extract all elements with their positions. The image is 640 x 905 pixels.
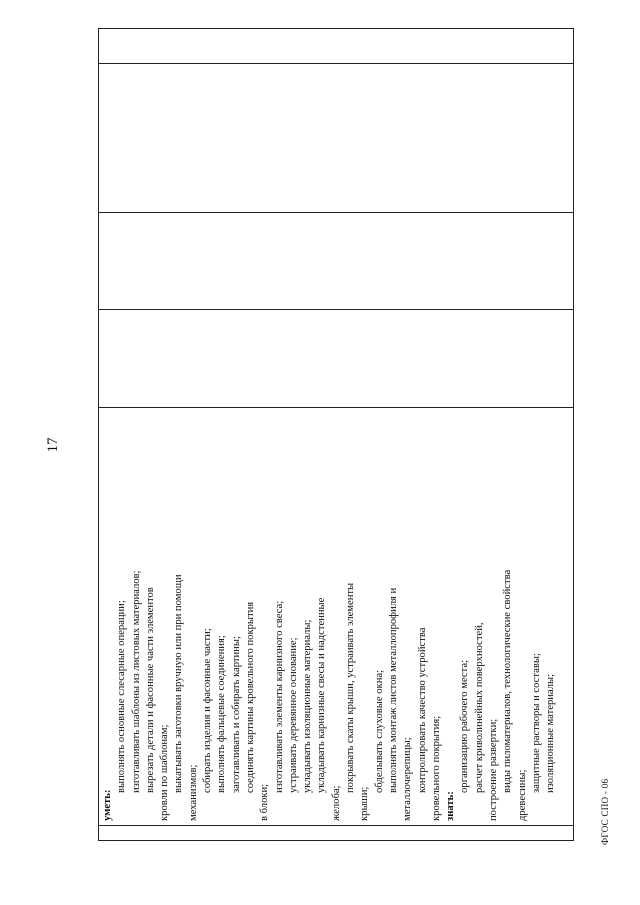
content-line: изоляционные материалы; <box>545 673 557 793</box>
content-line: заготавливать и собирать картины; <box>230 636 242 793</box>
content-line: крыши; <box>359 786 371 821</box>
content-line: изготавливать элементы карнизного свеса; <box>273 600 285 793</box>
table-cell-discipline <box>99 64 574 213</box>
content-line: кровли по шаблонам; <box>159 724 171 821</box>
content-line: в блоки; <box>259 783 271 821</box>
content-line: механизмов; <box>187 764 199 821</box>
content-line: расчет криволинейных поверхностей, <box>473 622 485 793</box>
content-line: устраивать деревянное основание; <box>287 637 299 793</box>
table-cell-competence <box>99 29 574 64</box>
page-number: 17 <box>45 437 61 453</box>
content-line: укладывать карнизные свесы и надстенные <box>316 597 328 793</box>
table-cell-index <box>99 826 574 841</box>
curriculum-table <box>98 28 574 841</box>
content-line: контролировать качество устройства <box>416 627 428 793</box>
footer-code: ФГОС СПО - 06 <box>600 778 610 845</box>
table-cell-hours <box>99 310 574 408</box>
content-line: защитные растворы и составы; <box>530 653 542 793</box>
table-cell-hours-class <box>99 213 574 310</box>
content-line: желоба; <box>330 785 342 821</box>
content-line: металлочерепицы; <box>402 737 414 821</box>
content-line: построение развертки; <box>488 718 500 821</box>
content-line: организацию рабочего места; <box>459 659 471 793</box>
table-row <box>99 29 574 841</box>
content-line: выполнять монтаж листов металлопрофиля и <box>387 587 399 793</box>
content-line: вырезать детали и фасонные части элементов <box>144 587 156 793</box>
content-line: виды пиломатериалов, технологические свойства <box>502 569 514 793</box>
content-line: древесины; <box>516 769 528 821</box>
content-line: собирать изделия и фасонные части; <box>202 628 214 793</box>
content-line: выполнять фальцевые соединения; <box>216 635 228 793</box>
requirements-text <box>99 408 559 825</box>
content-line: выкатывать заготовки вручную или при помощи <box>173 574 185 793</box>
content-line: покрывать скаты крыши, устраивать элементы <box>345 582 357 793</box>
content-line: знать: <box>445 791 457 821</box>
content-line: соединять картины кровельного покрытия <box>244 601 256 793</box>
content-line: кровельного покрытия; <box>430 715 442 821</box>
content-line: изготавливать шаблоны из листовых материалов; <box>130 570 142 793</box>
content-line: укладывать изоляционные материалы; <box>302 619 314 793</box>
content-line: выполнять основные слесарные операции; <box>116 600 128 793</box>
content-line: обделывать слуховые окна; <box>373 669 385 793</box>
content-line: уметь: <box>102 789 113 821</box>
table-cell-content <box>99 408 574 826</box>
